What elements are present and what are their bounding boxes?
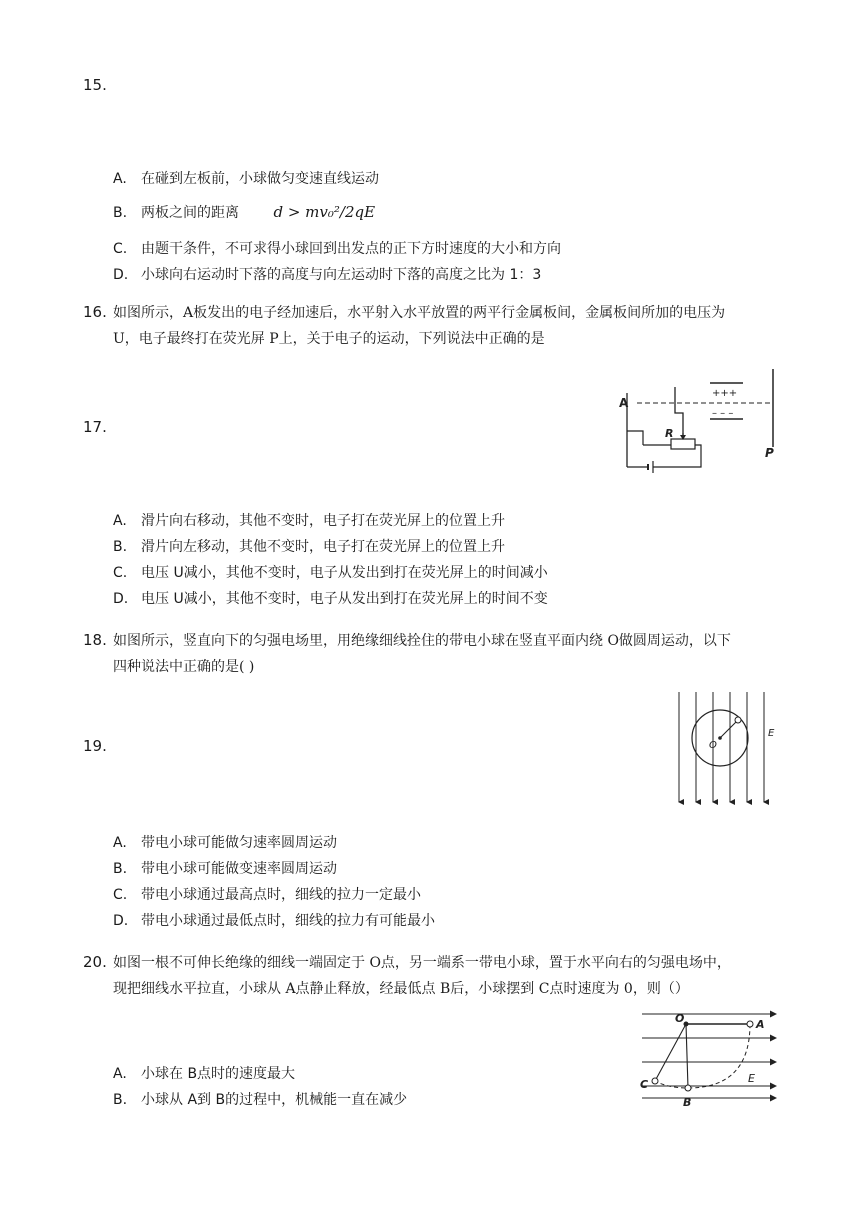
- ball-a: [747, 1021, 753, 1027]
- option-text: 电压 U减小，其他不变时，电子从发出到打在荧光屏上的时间减小: [141, 565, 548, 581]
- distance-formula: d > mv₀²/2qE: [273, 203, 376, 221]
- option-text: 滑片向右移动，其他不变时，电子打在荧光屏上的位置上升: [141, 513, 505, 529]
- q19-option-c: [113, 884, 421, 904]
- option-text: 两板之间的距离: [141, 205, 239, 221]
- q19-option-d: [113, 910, 435, 930]
- q19-option-b: [113, 858, 337, 878]
- option-key: A.: [113, 171, 127, 187]
- label-a: A: [619, 396, 629, 410]
- option-text: 带电小球通过最高点时，细线的拉力一定最小: [141, 887, 421, 903]
- option-text: 在碰到左板前，小球做匀变速直线运动: [141, 171, 379, 187]
- question-20-stem: [113, 950, 793, 1002]
- question-17-number: 17.: [83, 418, 107, 436]
- vertical-string: [686, 1024, 688, 1088]
- question-16-number: 16.: [83, 303, 107, 321]
- option-key: D.: [113, 267, 129, 283]
- question-15-number: 15.: [83, 76, 107, 94]
- option-key: B.: [113, 1092, 128, 1108]
- option-key: B.: [113, 861, 128, 877]
- electron-deflection-figure: [615, 365, 785, 485]
- string: [720, 721, 737, 738]
- q17-option-d: [113, 588, 548, 608]
- option-key: B.: [113, 539, 128, 555]
- option-text: 由题干条件，不可求得小球回到出发点的正下方时速度的大小和方向: [141, 241, 561, 257]
- plus-signs: +++: [712, 388, 738, 399]
- label-b: B: [683, 1096, 692, 1108]
- stem-line: 如图一根不可伸长绝缘的细线一端固定于 O点，另一端系一带电小球，置于水平向右的匀强电场中，: [113, 955, 731, 971]
- label-r: R: [665, 427, 674, 440]
- string-to-c: [655, 1024, 686, 1081]
- question-18-stem: [113, 628, 793, 680]
- option-key: D.: [113, 591, 129, 607]
- question-19-number: 19.: [83, 737, 107, 755]
- minus-signs: – – –: [712, 408, 734, 419]
- option-text: 电压 U减小，其他不变时，电子从发出到打在荧光屏上的时间不变: [141, 591, 548, 607]
- q15-option-c: [113, 238, 561, 258]
- question-16-stem: [113, 300, 793, 352]
- question-20-number: 20.: [83, 953, 107, 971]
- circuit-wire: [653, 445, 701, 467]
- ball-trajectory: [655, 1024, 750, 1088]
- q20-option-a: [113, 1063, 295, 1083]
- stem-line: 现把细线水平拉直，小球从 A点静止释放，经最低点 B后，小球摆到 C点时速度为 0，则（）: [113, 981, 689, 997]
- option-key: A.: [113, 835, 127, 851]
- label-o: O: [675, 1012, 685, 1025]
- option-text: 带电小球可能做变速率圆周运动: [141, 861, 337, 877]
- label-e: E: [768, 728, 775, 739]
- rheostat-r: [671, 439, 695, 449]
- pendulum-field-figure: [638, 1008, 783, 1108]
- accelerating-grid: [675, 387, 683, 439]
- option-key: C.: [113, 241, 128, 257]
- option-text: 带电小球通过最低点时，细线的拉力有可能最小: [141, 913, 435, 929]
- q15-option-b: [113, 202, 375, 222]
- q15-option-a: [113, 168, 379, 188]
- label-c: C: [640, 1078, 649, 1091]
- stem-line: 如图所示，A板发出的电子经加速后，水平射入水平放置的两平行金属板间，金属板间所加的电压为: [113, 305, 726, 321]
- option-text: 滑片向左移动，其他不变时，电子打在荧光屏上的位置上升: [141, 539, 505, 555]
- q17-option-b: [113, 536, 505, 556]
- option-text: 带电小球可能做匀速率圆周运动: [141, 835, 337, 851]
- stem-line: 四种说法中正确的是( ): [113, 659, 255, 675]
- charged-ball: [735, 717, 741, 723]
- stem-line: 如图所示，竖直向下的匀强电场里，用绝缘细线拴住的带电小球在竖直平面内绕 O做圆周运动，以下: [113, 633, 731, 649]
- option-key: A.: [113, 513, 127, 529]
- option-key: C.: [113, 565, 128, 581]
- q17-option-a: [113, 510, 505, 530]
- label-p: P: [765, 446, 774, 460]
- option-key: D.: [113, 913, 129, 929]
- label-o: O: [709, 740, 717, 751]
- stem-line: U，电子最终打在荧光屏 P上，关于电子的运动，下列说法中正确的是: [113, 331, 545, 347]
- option-key: C.: [113, 887, 128, 903]
- question-18-number: 18.: [83, 631, 107, 649]
- q17-option-c: [113, 562, 548, 582]
- option-text: 小球在 B点时的速度最大: [141, 1066, 296, 1082]
- ball-b: [685, 1085, 691, 1091]
- label-e: E: [748, 1072, 755, 1085]
- option-text: 小球从 A到 B的过程中，机械能一直在减少: [141, 1092, 408, 1108]
- option-text: 小球向右运动时下落的高度与向左运动时下落的高度之比为 1：3: [141, 267, 542, 283]
- uniform-field-circle-figure: [668, 688, 783, 808]
- ball-c: [652, 1078, 658, 1084]
- label-a: A: [756, 1018, 765, 1031]
- q15-option-d: [113, 264, 541, 284]
- option-key: A.: [113, 1066, 127, 1082]
- circuit-wire: [627, 431, 643, 445]
- option-key: B.: [113, 205, 128, 221]
- q20-option-b: [113, 1089, 407, 1109]
- q19-option-a: [113, 832, 337, 852]
